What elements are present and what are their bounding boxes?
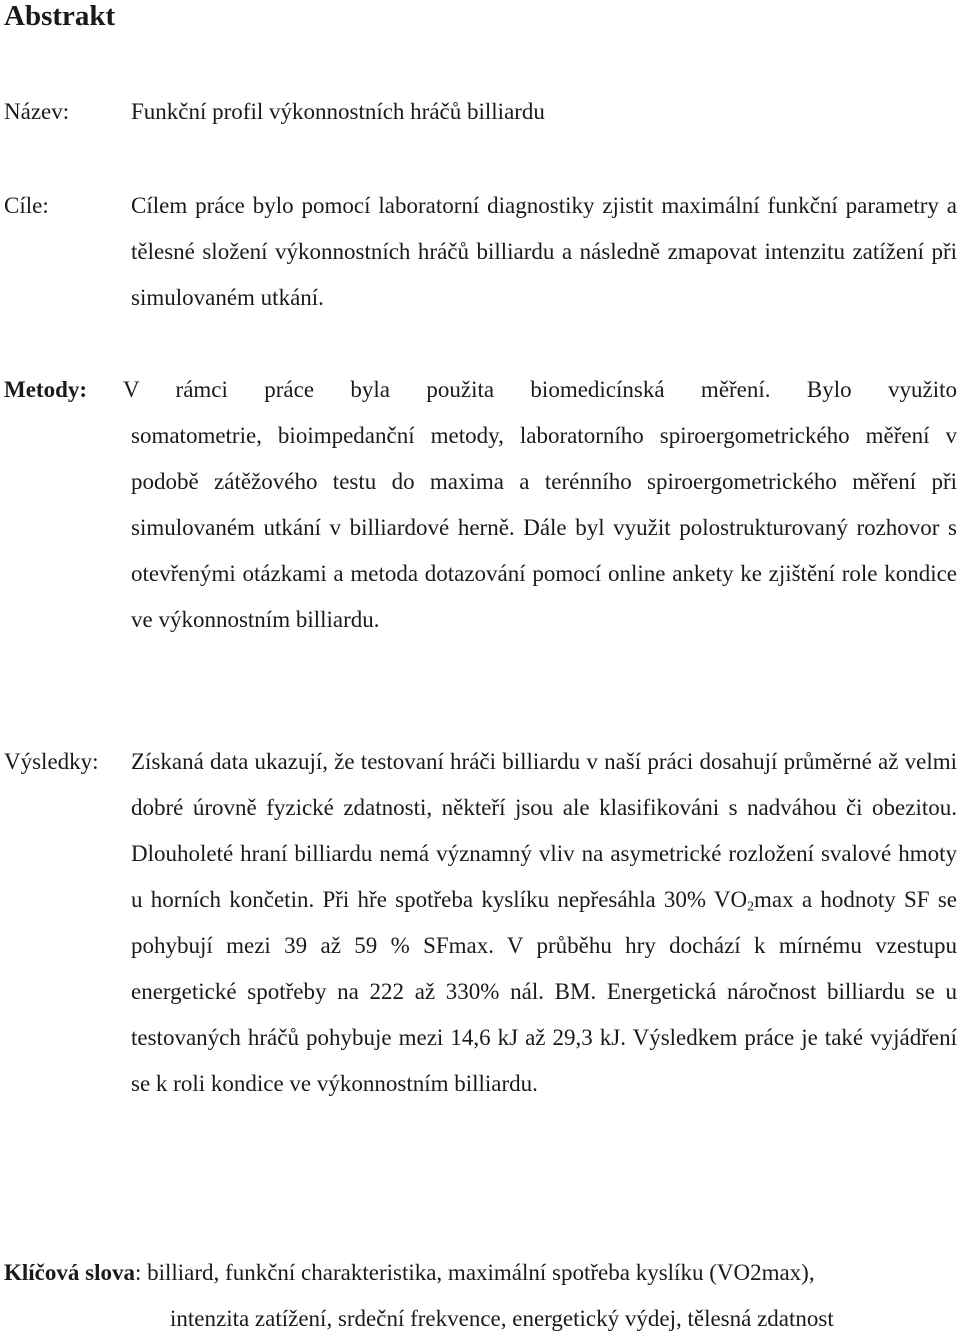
metody-first-line <box>4 367 957 413</box>
nazev-text: Funkční profil výkonnostních hráčů billiardu <box>131 99 545 124</box>
keywords-colon: : <box>134 1260 142 1285</box>
keywords-label: Klíčová slova <box>4 1260 135 1285</box>
cile-label: Cíle: <box>4 193 49 218</box>
nazev-label: Název: <box>4 99 70 124</box>
vysledky-text-part2: max a hodnoty SF se pohybují mezi 39 až 59 % SFmax. V průběhu hry dochází k mírnému vzestupu energetické spotřeby na 222 až 330% nál. BM. Energetická náročnost billiardu se u testovaných hráčů pohybuje mezi 14,6 kJ až 29,3 kJ. Výsledkem práce je také vyjádření se k roli kondice ve výkonnostním billiardu. <box>131 887 957 1096</box>
vysledky-label: Výsledky: <box>4 749 99 774</box>
vysledky-subscript: 2 <box>747 898 755 914</box>
page-title: Abstrakt <box>4 0 116 32</box>
keywords-line1 <box>4 1250 815 1296</box>
cile-text: Cílem práce bylo pomocí laboratorní diagnostiky zjistit maximální funkční parametry a tělesné složení výkonnostních hráčů billiardu a následně zmapovat intenzitu zatížení při simulovaném utkání. <box>131 193 957 310</box>
keywords-text-line1: billiard, funkční charakteristika, maximální spotřeba kyslíku (VO2max), <box>141 1260 815 1285</box>
metody-text: somatometrie, bioimpedanční metody, laboratorního spiroergometrického měření v podobě zátěžového testu do maxima a terénního spiroergometrického měření při simulovaném utkání v billiardové herně. Dále byl využit polostrukturovaný rozhovor s otevřenými otázkami a metoda dotazování pomocí online ankety ke zjištění role kondice ve výkonnostním billiardu. <box>131 423 957 632</box>
vysledky-text <box>131 739 957 1107</box>
vysledky-text-part1: Získaná data ukazují, že testovaní hráči billiardu v naší práci dosahují průměrné až velmi dobré úrovně fyzické zdatnosti, někteří jsou ale klasifikováni s nadváhou či obezitou. Dlouholeté hraní billiardu nemá významný vliv na asymetrické rozložení svalové hmoty u horních končetin. Při hře spotřeba kyslíku nepřesáhla 30% VO <box>131 749 957 912</box>
keywords-text-line2: intenzita zatížení, srdeční frekvence, energetický výdej, tělesná zdatnost <box>170 1306 834 1331</box>
metody-label: Metody: <box>4 377 88 402</box>
metody-first-line-text: V rámci práce byla použita biomedicínská měření. Bylo využito <box>122 377 957 402</box>
